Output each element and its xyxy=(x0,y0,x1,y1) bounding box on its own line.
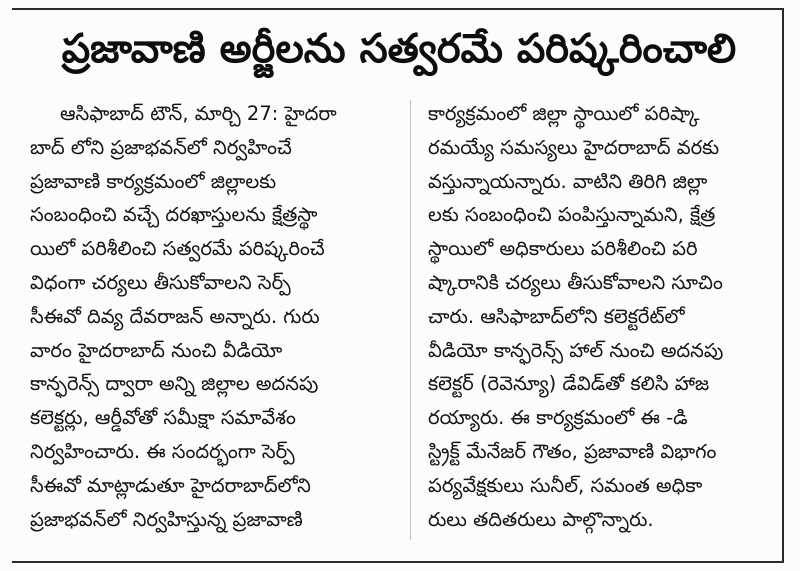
body-line: సీఈవో మాట్లాడుతూ హైదరాబాద్‌లోని xyxy=(30,473,311,497)
article-headline: ప్రజావాణి అర్జీలను సత్వరమే పరిష్కరించాలి xyxy=(61,26,737,72)
body-line: యిలో పరిశీలించి సత్వరమే పరిష్కరించే xyxy=(30,237,325,261)
column-divider xyxy=(410,100,411,540)
body-line: వస్తున్నాయన్నారు. వాటిని తిరిగి జిల్లా xyxy=(428,169,708,193)
body-line: ప్రజావాణి కార్యక్రమంలో జిల్లాలకు xyxy=(30,169,277,193)
body-line: వీడియో కాన్ఫరెన్స్ హాల్ నుంచి అదనపు xyxy=(428,338,724,362)
body-line: రయ్యారు. ఈ కార్యక్రమంలో ఈ -డి xyxy=(428,406,688,430)
body-line: కలెక్టర్లు, ఆర్డీవోతో సమీక్షా సమావేశం xyxy=(30,406,296,430)
article-column-right xyxy=(428,97,771,536)
article-column-left xyxy=(30,97,398,536)
body-line: రమయ్యే సమస్యలు హైదరాబాద్ వరకు xyxy=(428,135,720,159)
body-line: సీఈవో దివ్య దేవరాజన్ అన్నారు. గురు xyxy=(30,304,320,328)
body-line: ఆసిఫాబాద్ టౌన్, మార్చి 27: హైదరా xyxy=(60,102,337,125)
body-line: చారు. ఆసిఫాబాద్‌లోని కలెక్టరేట్‌లో xyxy=(428,304,685,328)
body-line: ప్రజాభవన్‌లో నిర్వహిస్తున్న ప్రజావాణి xyxy=(30,507,303,531)
right-border-rule xyxy=(782,8,784,563)
body-line: విధంగా చర్యలు తీసుకోవాలని సెర్ప్ xyxy=(30,270,291,294)
body-line: సంబంధించి వచ్చే దరఖాస్తులను క్షేత్రస్థా xyxy=(30,203,318,227)
body-line: నిర్వహించారు. ఈ సందర్భంగా సెర్ప్ xyxy=(30,439,295,463)
body-line: కలెక్టర్ (రెవెన్యూ) డేవిడ్‌తో కలిసి హాజ xyxy=(428,372,710,396)
body-line: వారం హైదరాబాద్ నుంచి వీడియో xyxy=(30,338,283,362)
top-border-rule xyxy=(12,8,782,10)
body-line: పర్యవేక్షకులు సునీల్, సమంత అధికా xyxy=(428,473,703,497)
body-line: స్థాయిలో అధికారులు పరిశీలించి పరి xyxy=(428,237,698,261)
body-line: బాద్ లోని ప్రజాభవన్‌లో నిర్వహించే xyxy=(30,135,292,159)
body-line: లకు సంబంధించి పంపిస్తున్నామని, క్షేత్ర xyxy=(428,203,716,227)
body-line: ష్కారానికి చర్యలు తీసుకోవాలని సూచిం xyxy=(428,270,723,294)
body-line: రులు తదితరులు పాల్గొన్నారు. xyxy=(428,507,654,531)
body-line: కాన్ఫరెన్స్ ద్వారా అన్ని జిల్లాల అదనపు xyxy=(30,372,319,396)
body-line: కార్యక్రమంలో జిల్లా స్థాయిలో పరిష్కా xyxy=(428,102,700,125)
bottom-border-rule xyxy=(12,561,784,563)
body-line: స్ట్రిక్ట్ మేనేజర్ గౌతం, ప్రజావాణి విభాగం xyxy=(428,439,717,463)
